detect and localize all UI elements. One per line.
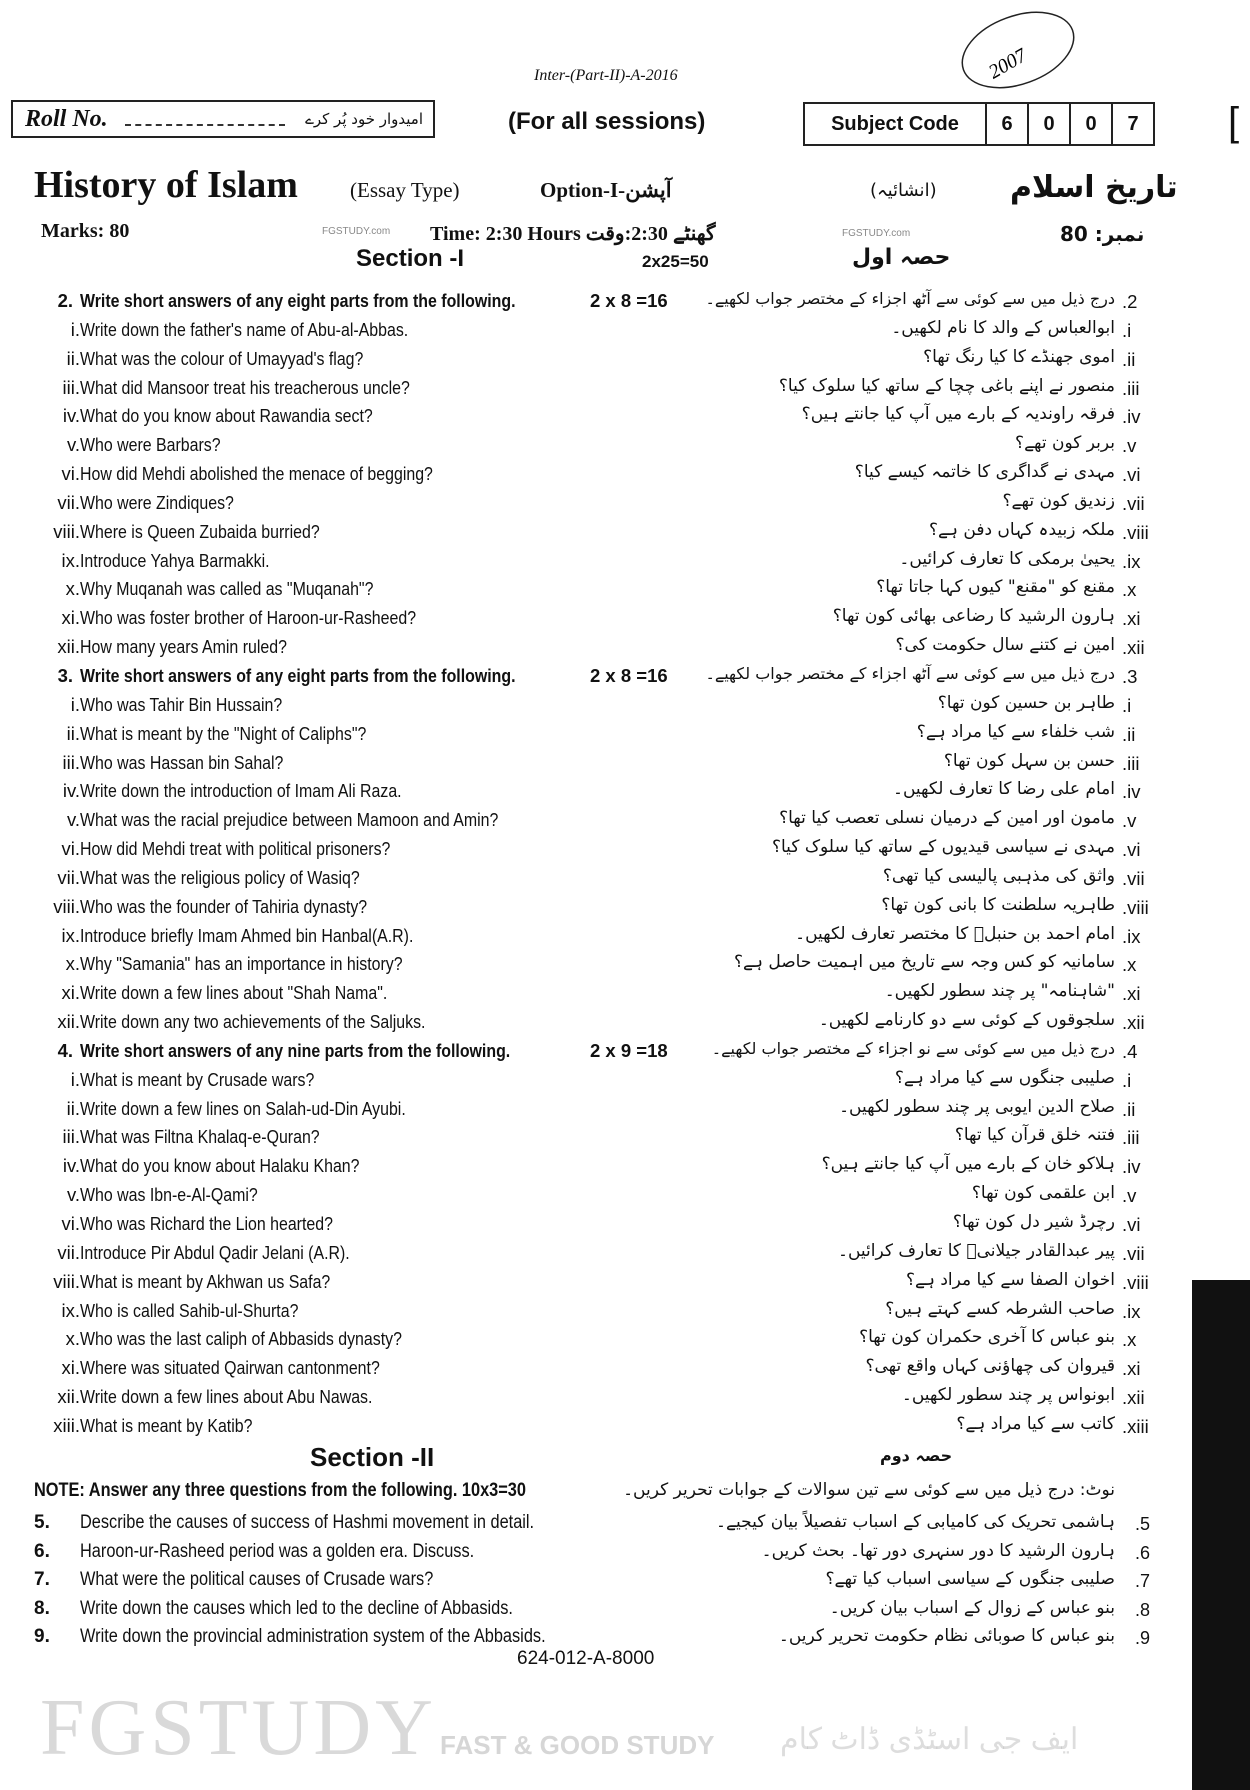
question-part	[0, 575, 1250, 604]
question-part	[0, 1066, 1250, 1095]
question-part	[0, 1412, 1250, 1441]
part-text: What was Filtna Khalaq-e-Quran?	[80, 1126, 320, 1148]
long-question-number: 5.	[34, 1512, 50, 1533]
long-question	[34, 1541, 538, 1564]
part-number-urdu: .vi	[1122, 839, 1141, 861]
part-text: Who was Ibn-e-Al-Qami?	[80, 1184, 258, 1206]
part-number: ix.	[61, 1299, 80, 1321]
part-number-urdu: .i	[1122, 694, 1132, 716]
part-number-urdu: .xii	[1122, 1387, 1145, 1409]
part-number-urdu: .iii	[1122, 752, 1140, 774]
part-text-urdu: رچرڈ شیر دل کون تھا؟	[952, 1212, 1115, 1232]
question-marks: 2 x 8 =16	[590, 290, 668, 311]
short-questions	[0, 287, 1250, 1441]
part-number: xi.	[61, 607, 80, 629]
part-number: viii.	[53, 895, 80, 917]
part-text: Who were Zindiques?	[80, 491, 234, 513]
part-text-urdu: "شاہنامہ" پر چند سطور لکھیں۔	[884, 981, 1115, 1002]
section-1-title-urdu: حصہ اول	[852, 245, 951, 270]
part-text: How did Mehdi abolished the menace of begging?	[80, 463, 433, 485]
part-text: What do you know about Halaku Khan?	[80, 1155, 360, 1177]
part-number-urdu: .xi	[1122, 1358, 1141, 1380]
part-number: vii.	[57, 1241, 80, 1263]
part-text-urdu: ابوالعباس کے والد کا نام لکھیں۔	[891, 317, 1115, 338]
paper-type-urdu: (انشائیہ)	[870, 180, 937, 201]
part-number-urdu: .vi	[1122, 464, 1141, 486]
part-number-urdu: .x	[1122, 954, 1137, 976]
part-text: Introduce briefly Imam Ahmed bin Hanbal(A.R).	[80, 924, 414, 946]
part-text-urdu: کاتب سے کیا مراد ہے؟	[956, 1413, 1115, 1434]
part-number: xi.	[61, 982, 80, 1004]
part-text: Who was Hassan bin Sahal?	[80, 751, 284, 773]
part-text: What do you know about Rawandia sect?	[80, 405, 373, 427]
long-question-text: Write down the provincial administration system of the Abbasids.	[80, 1626, 546, 1648]
long-question	[34, 1598, 583, 1621]
part-text: How did Mehdi treat with political prisoners?	[80, 838, 391, 860]
question-text: Write short answers of any eight parts from the following.	[80, 290, 516, 311]
part-text: Who was foster brother of Haroon-ur-Rasheed?	[80, 607, 417, 629]
question-part	[0, 1297, 1250, 1326]
part-number: i.	[70, 693, 80, 715]
part-number-urdu: .vii	[1122, 1242, 1145, 1264]
watermark-tagline: FAST & GOOD STUDY	[440, 1730, 715, 1760]
part-text: What did Mansoor treat his treacherous uncle?	[80, 376, 410, 398]
part-number-urdu: .iv	[1122, 1156, 1141, 1178]
part-text: Why Muqanah was called as "Muqanah"?	[80, 578, 374, 600]
part-text-urdu: شب خلفاء سے کیا مراد ہے؟	[916, 721, 1115, 742]
part-number: iv.	[62, 405, 80, 427]
part-number-urdu: .vii	[1122, 492, 1145, 514]
part-number: x.	[65, 578, 80, 600]
part-text-urdu: ابونواس پر چند سطور لکھیں۔	[901, 1385, 1115, 1406]
question-part	[0, 1268, 1250, 1297]
part-number: iii.	[62, 1126, 80, 1148]
part-text: Introduce Yahya Barmakki.	[80, 549, 270, 571]
part-number: i.	[70, 318, 80, 340]
part-number-urdu: .vi	[1122, 1214, 1141, 1235]
watermark-site: FGSTUDY.com	[322, 226, 391, 237]
question-part	[0, 547, 1250, 576]
part-text: Where was situated Qairwan cantonment?	[80, 1357, 380, 1379]
question-part	[0, 1181, 1250, 1210]
subject-code-digit: 0	[1027, 104, 1069, 144]
part-text-urdu: صلاح الدین ایوبی پر چند سطور لکھیں۔	[839, 1096, 1115, 1117]
part-text: Write down the father's name of Abu-al-Abbas.	[80, 318, 409, 340]
long-question-text: What were the political causes of Crusade wars?	[80, 1569, 434, 1591]
part-number: vii.	[57, 866, 80, 888]
long-question	[34, 1512, 608, 1535]
question-marks: 2 x 9 =18	[590, 1039, 668, 1061]
part-number-urdu: .iii	[1122, 1127, 1140, 1149]
long-question-number-urdu: .5	[1135, 1514, 1151, 1534]
part-number: viii.	[53, 520, 80, 542]
part-text-urdu: زندیق کون تھے؟	[1002, 490, 1115, 511]
part-number-urdu: .ii	[1122, 1098, 1136, 1120]
long-question	[34, 1626, 621, 1649]
part-text-urdu: صلیبی جنگوں سے کیا مراد ہے؟	[894, 1067, 1115, 1088]
part-number: xii.	[57, 636, 80, 658]
paper-title-urdu: تاریخ اسلام	[1010, 170, 1178, 205]
part-text-urdu: حسن بن سہل کون تھا؟	[943, 750, 1115, 771]
part-number-urdu: .vii	[1122, 867, 1145, 889]
long-question-number: 9.	[34, 1626, 50, 1648]
part-number-urdu: .ii	[1122, 348, 1136, 370]
part-number-urdu: .viii	[1122, 896, 1149, 918]
part-number: vi.	[61, 838, 80, 860]
question-part	[0, 749, 1250, 778]
part-number: iii.	[62, 751, 80, 773]
question-part	[0, 979, 1250, 1008]
part-number: iv.	[62, 1155, 80, 1177]
long-question-text: Describe the causes of success of Hashmi movement in detail.	[80, 1512, 535, 1533]
part-number-urdu: .viii	[1122, 521, 1149, 543]
roll-number-label: Roll No.	[25, 106, 108, 132]
part-number: v.	[66, 434, 80, 456]
part-number: iv.	[62, 780, 80, 802]
part-text: Who were Barbars?	[80, 434, 221, 456]
part-number: i.	[70, 1068, 80, 1090]
part-number: vii.	[57, 491, 80, 513]
part-text-urdu: مہدی نے گداگری کا خاتمہ کیسے کیا؟	[854, 462, 1115, 483]
question-part	[0, 1210, 1250, 1239]
part-number-urdu: .ix	[1122, 1300, 1141, 1322]
part-text-urdu: اخوان الصفا سے کیا مراد ہے؟	[906, 1269, 1115, 1290]
part-number-urdu: .v	[1122, 810, 1137, 832]
part-text-urdu: فرقہ راوندیہ کے بارے میں آپ کیا جانتے ہیں؟	[801, 404, 1115, 425]
part-text: Who was Richard the Lion hearted?	[80, 1213, 333, 1234]
question-header	[0, 662, 1250, 691]
marks-urdu: نمبر: 80	[1060, 222, 1145, 246]
part-text-urdu: منصور نے اپنے باغی چچا کے ساتھ کیا سلوک کیا؟	[778, 375, 1115, 396]
part-text: What was the racial prejudice between Mamoon and Amin?	[80, 809, 499, 831]
part-number: x.	[65, 953, 80, 975]
long-question-number-urdu: .7	[1135, 1571, 1151, 1592]
question-part	[0, 864, 1250, 893]
marks-label: Marks: 80	[41, 220, 130, 242]
question-text: Write short answers of any nine parts from the following.	[80, 1039, 511, 1061]
subject-code-digit: 6	[985, 104, 1027, 144]
part-number-urdu: .iv	[1122, 781, 1141, 803]
part-text-urdu: ہارون الرشید کا رضاعی بھائی کون تھا؟	[832, 606, 1115, 627]
part-text-urdu: صاحب الشرطہ کسے کہتے ہیں؟	[885, 1298, 1115, 1319]
question-text-urdu: درج ذیل میں سے کوئی سے نو اجزاء کے مختصر جواب لکھیے۔	[711, 1038, 1115, 1058]
part-number-urdu: .xiii	[1122, 1415, 1149, 1437]
part-text-urdu: سلجوقوں کے کوئی سے دو کارنامے لکھیں۔	[818, 1010, 1115, 1031]
part-number-urdu: .iv	[1122, 406, 1141, 428]
part-number-urdu: .xi	[1122, 608, 1141, 630]
question-part	[0, 316, 1250, 345]
part-number-urdu: .xii	[1122, 637, 1145, 659]
part-text-urdu: پیر عبدالقادر جیلانیؒ کا تعارف کرائیں۔	[838, 1240, 1115, 1261]
part-text: What is meant by Crusade wars?	[80, 1068, 315, 1090]
part-number: x.	[65, 1328, 80, 1350]
roll-number-urdu: امیدوار خود پُر کرے	[305, 110, 423, 128]
part-number: xiii.	[53, 1414, 80, 1436]
long-question-urdu: ہاشمی تحریک کی کامیابی کے اسباب تفصیلاً بیان کیجیے۔	[716, 1512, 1115, 1532]
question-part	[0, 720, 1250, 749]
part-number: ii.	[66, 347, 80, 369]
question-part	[0, 1239, 1250, 1268]
part-text-urdu: مقنع کو "مقنع" کیوں کہا جاتا تھا؟	[876, 577, 1115, 598]
question-part	[0, 835, 1250, 864]
handwritten-circle-mark	[950, 8, 1090, 93]
question-part	[0, 489, 1250, 518]
question-number: 3.	[57, 664, 73, 686]
question-part	[0, 604, 1250, 633]
part-text: What is meant by Akhwan us Safa?	[80, 1270, 331, 1292]
question-part	[0, 1152, 1250, 1181]
part-text-urdu: امام علی رضا کا تعارف لکھیں۔	[893, 779, 1115, 800]
time-label: Time: 2:30 Hours گھنٹے 2:30:وقت	[430, 223, 716, 245]
question-part	[0, 1123, 1250, 1152]
part-text-urdu: قیروان کی چھاؤنی کہاں واقع تھی؟	[865, 1356, 1115, 1377]
paper-type: (Essay Type)	[350, 178, 460, 202]
part-number: v.	[66, 1184, 80, 1206]
part-text: Where is Queen Zubaida burried?	[80, 520, 320, 542]
option-label: Option-I-آپشن	[540, 178, 672, 202]
section-2-note: NOTE: Answer any three questions from the following. 10x3=30	[34, 1480, 526, 1501]
part-text-urdu: مامون اور امین کے درمیان نسلی تعصب کیا تھا؟	[779, 808, 1115, 829]
part-number-urdu: .x	[1122, 1329, 1137, 1351]
part-text: Introduce Pir Abdul Qadir Jelani (A.R).	[80, 1241, 350, 1263]
part-text-urdu: یحییٰ برمکی کا تعارف کرائیں۔	[899, 548, 1115, 569]
part-number-urdu: .iii	[1122, 377, 1140, 399]
part-number: ii.	[66, 1097, 80, 1119]
part-number-urdu: .i	[1122, 319, 1132, 341]
subject-code-digit: 7	[1111, 104, 1153, 144]
section-2-note-urdu: نوٹ: درج ذیل میں سے کوئی سے تین سوالات کے جوابات تحریر کریں۔	[623, 1480, 1115, 1500]
question-part	[0, 893, 1250, 922]
part-number-urdu: .v	[1122, 1185, 1137, 1207]
part-text: Why "Samania" has an importance in history?	[80, 953, 403, 975]
question-part	[0, 633, 1250, 662]
part-text: Who was the last caliph of Abbasids dynasty?	[80, 1328, 402, 1350]
part-text: Who was Tahir Bin Hussain?	[80, 693, 283, 715]
subject-code-digit: 0	[1069, 104, 1111, 144]
subject-code-box	[803, 102, 1155, 146]
question-part	[0, 518, 1250, 547]
question-marks: 2 x 8 =16	[590, 664, 668, 686]
part-text-urdu: مہدی نے سیاسی قیدیوں کے ساتھ کیا سلوک کیا؟	[771, 837, 1115, 858]
question-number-urdu: .4	[1122, 1040, 1138, 1062]
long-question-number: 6.	[34, 1540, 50, 1562]
long-question-urdu: ہارون الرشید کا دور سنہری دور تھا۔ بحث کریں۔	[761, 1540, 1115, 1561]
part-number: xii.	[57, 1386, 80, 1408]
long-question-urdu: بنو عباس کا صوبائی نظام حکومت تحریر کریں۔	[778, 1626, 1115, 1647]
long-question-number-urdu: .6	[1135, 1542, 1151, 1563]
part-text: How many years Amin ruled?	[80, 636, 287, 658]
part-text-urdu: طاہریہ سلطنت کا بانی کون تھا؟	[881, 894, 1115, 915]
part-number-urdu: .viii	[1122, 1271, 1149, 1293]
question-part	[0, 1095, 1250, 1124]
part-text: Write down the introduction of Imam Ali Raza.	[80, 780, 402, 802]
question-text-urdu: درج ذیل میں سے کوئی سے آٹھ اجزاء کے مختصر جواب لکھیے۔	[705, 289, 1115, 308]
question-text-urdu: درج ذیل میں سے کوئی سے آٹھ اجزاء کے مختصر جواب لکھیے۔	[705, 663, 1115, 683]
part-text-urdu: بربر کون تھے؟	[1015, 433, 1115, 454]
subject-code-label: Subject Code	[831, 113, 959, 135]
part-number-urdu: .x	[1122, 579, 1137, 601]
long-question-text: Write down the causes which led to the decline of Abbasids.	[80, 1597, 513, 1619]
part-text-urdu: امین نے کتنے سال حکومت کی؟	[895, 635, 1115, 656]
watermark-urdu: ایف جی اسٹڈی ڈاٹ کام	[780, 1723, 1079, 1756]
question-part	[0, 1354, 1250, 1383]
part-number: viii.	[53, 1270, 80, 1292]
part-text: Write down a few lines on Salah-ud-Din Ayubi.	[80, 1097, 406, 1119]
scan-edge-shadow	[1192, 1280, 1250, 1790]
part-number-urdu: .i	[1122, 1069, 1132, 1091]
exam-label: Inter-(Part-II)-A-2016	[534, 67, 678, 84]
part-number: ix.	[61, 924, 80, 946]
part-text: Write down a few lines about Abu Nawas.	[80, 1386, 373, 1408]
section-2-title-urdu: حصہ دوم	[880, 1446, 953, 1465]
part-text-urdu: طاہر بن حسین کون تھا؟	[937, 692, 1115, 713]
part-number-urdu: .ii	[1122, 723, 1136, 745]
part-text: Who is called Sahib-ul-Shurta?	[80, 1299, 299, 1321]
question-number: 2.	[57, 290, 73, 311]
question-part	[0, 402, 1250, 431]
part-number-urdu: .ix	[1122, 925, 1141, 947]
part-text-urdu: امام احمد بن حنبلؒ کا مختصر تعارف لکھیں۔	[795, 923, 1115, 944]
long-question-number-urdu: .8	[1135, 1599, 1151, 1620]
question-part	[0, 691, 1250, 720]
part-text-urdu: اموی جھنڈے کا کیا رنگ تھا؟	[923, 346, 1115, 367]
part-text: What is meant by the "Night of Caliphs"?	[80, 722, 367, 744]
long-question-text: Haroon-ur-Rasheed period was a golden era. Discuss.	[80, 1540, 475, 1562]
question-number-urdu: .3	[1122, 665, 1138, 687]
question-header	[0, 287, 1250, 316]
question-part	[0, 460, 1250, 489]
section-1-title: Section -I	[356, 245, 465, 272]
part-number: iii.	[62, 376, 80, 398]
roll-number-box	[11, 100, 435, 138]
page-edge-bracket: [	[1228, 100, 1240, 144]
part-text: Who was the founder of Tahiria dynasty?	[80, 895, 368, 917]
part-text-urdu: ملکہ زبیدہ کہاں دفن ہے؟	[929, 519, 1115, 540]
long-question-number: 7.	[34, 1569, 50, 1591]
part-number-urdu: .ix	[1122, 550, 1141, 572]
question-part	[0, 345, 1250, 374]
sessions-label: (For all sessions)	[508, 108, 706, 135]
section-1-marks: 2x25=50	[642, 252, 709, 271]
question-part	[0, 374, 1250, 403]
part-text-urdu: ہلاکو خان کے بارے میں آپ کیا جانتے ہیں؟	[821, 1154, 1115, 1175]
part-number: vi.	[61, 463, 80, 485]
question-part	[0, 777, 1250, 806]
part-text: What was the religious policy of Wasiq?	[80, 866, 360, 888]
part-text: Write down a few lines about "Shah Nama".	[80, 982, 388, 1004]
part-number: v.	[66, 809, 80, 831]
part-number: ii.	[66, 722, 80, 744]
part-number: ix.	[61, 549, 80, 571]
section-2-title: Section -II	[310, 1442, 435, 1472]
question-number-urdu: .2	[1122, 291, 1138, 312]
part-text-urdu: واثق کی مذہبی پالیسی کیا تھی؟	[882, 865, 1115, 886]
handwritten-number: 2007	[984, 44, 1031, 84]
part-text-urdu: سامانیہ کو کس وجہ سے تاریخ میں اہمیت حاصل ہے؟	[734, 952, 1115, 973]
roll-number-blank	[125, 124, 285, 126]
part-number: vi.	[61, 1213, 80, 1234]
part-number-urdu: .v	[1122, 435, 1137, 457]
question-part	[0, 950, 1250, 979]
question-part	[0, 806, 1250, 835]
question-part	[0, 1383, 1250, 1412]
question-header	[0, 1037, 1250, 1066]
part-number-urdu: .xii	[1122, 1012, 1145, 1034]
part-text-urdu: بنو عباس کا آخری حکمران کون تھا؟	[859, 1327, 1115, 1348]
watermark-site: FGSTUDY.com	[842, 228, 911, 239]
question-part	[0, 1325, 1250, 1354]
long-question-urdu: بنو عباس کے زوال کے اسباب بیان کریں۔	[829, 1597, 1115, 1618]
part-text-urdu: ابن علقمی کون تھا؟	[971, 1183, 1115, 1204]
watermark-brand: FGSTUDY	[40, 1684, 437, 1772]
long-question-urdu: صلیبی جنگوں کے سیاسی اسباب کیا تھے؟	[825, 1569, 1115, 1590]
question-part	[0, 431, 1250, 460]
part-number-urdu: .xi	[1122, 983, 1141, 1005]
long-question-number: 8.	[34, 1597, 50, 1619]
part-number: xi.	[61, 1357, 80, 1379]
long-question-number-urdu: .9	[1135, 1628, 1151, 1649]
question-part	[0, 1008, 1250, 1037]
question-number: 4.	[57, 1039, 73, 1061]
paper-code: 624-012-A-8000	[517, 1648, 655, 1669]
part-text-urdu: فتنہ خلق قرآن کیا تھا؟	[954, 1125, 1115, 1146]
question-text: Write short answers of any eight parts from the following.	[80, 664, 516, 686]
part-number: xii.	[57, 1011, 80, 1033]
part-text: What is meant by Katib?	[80, 1414, 253, 1436]
part-text: Write down any two achievements of the Saljuks.	[80, 1011, 426, 1033]
long-question	[34, 1569, 491, 1592]
part-text: What was the colour of Umayyad's flag?	[80, 347, 364, 369]
question-part	[0, 922, 1250, 951]
paper-title: History of Islam	[34, 164, 298, 206]
